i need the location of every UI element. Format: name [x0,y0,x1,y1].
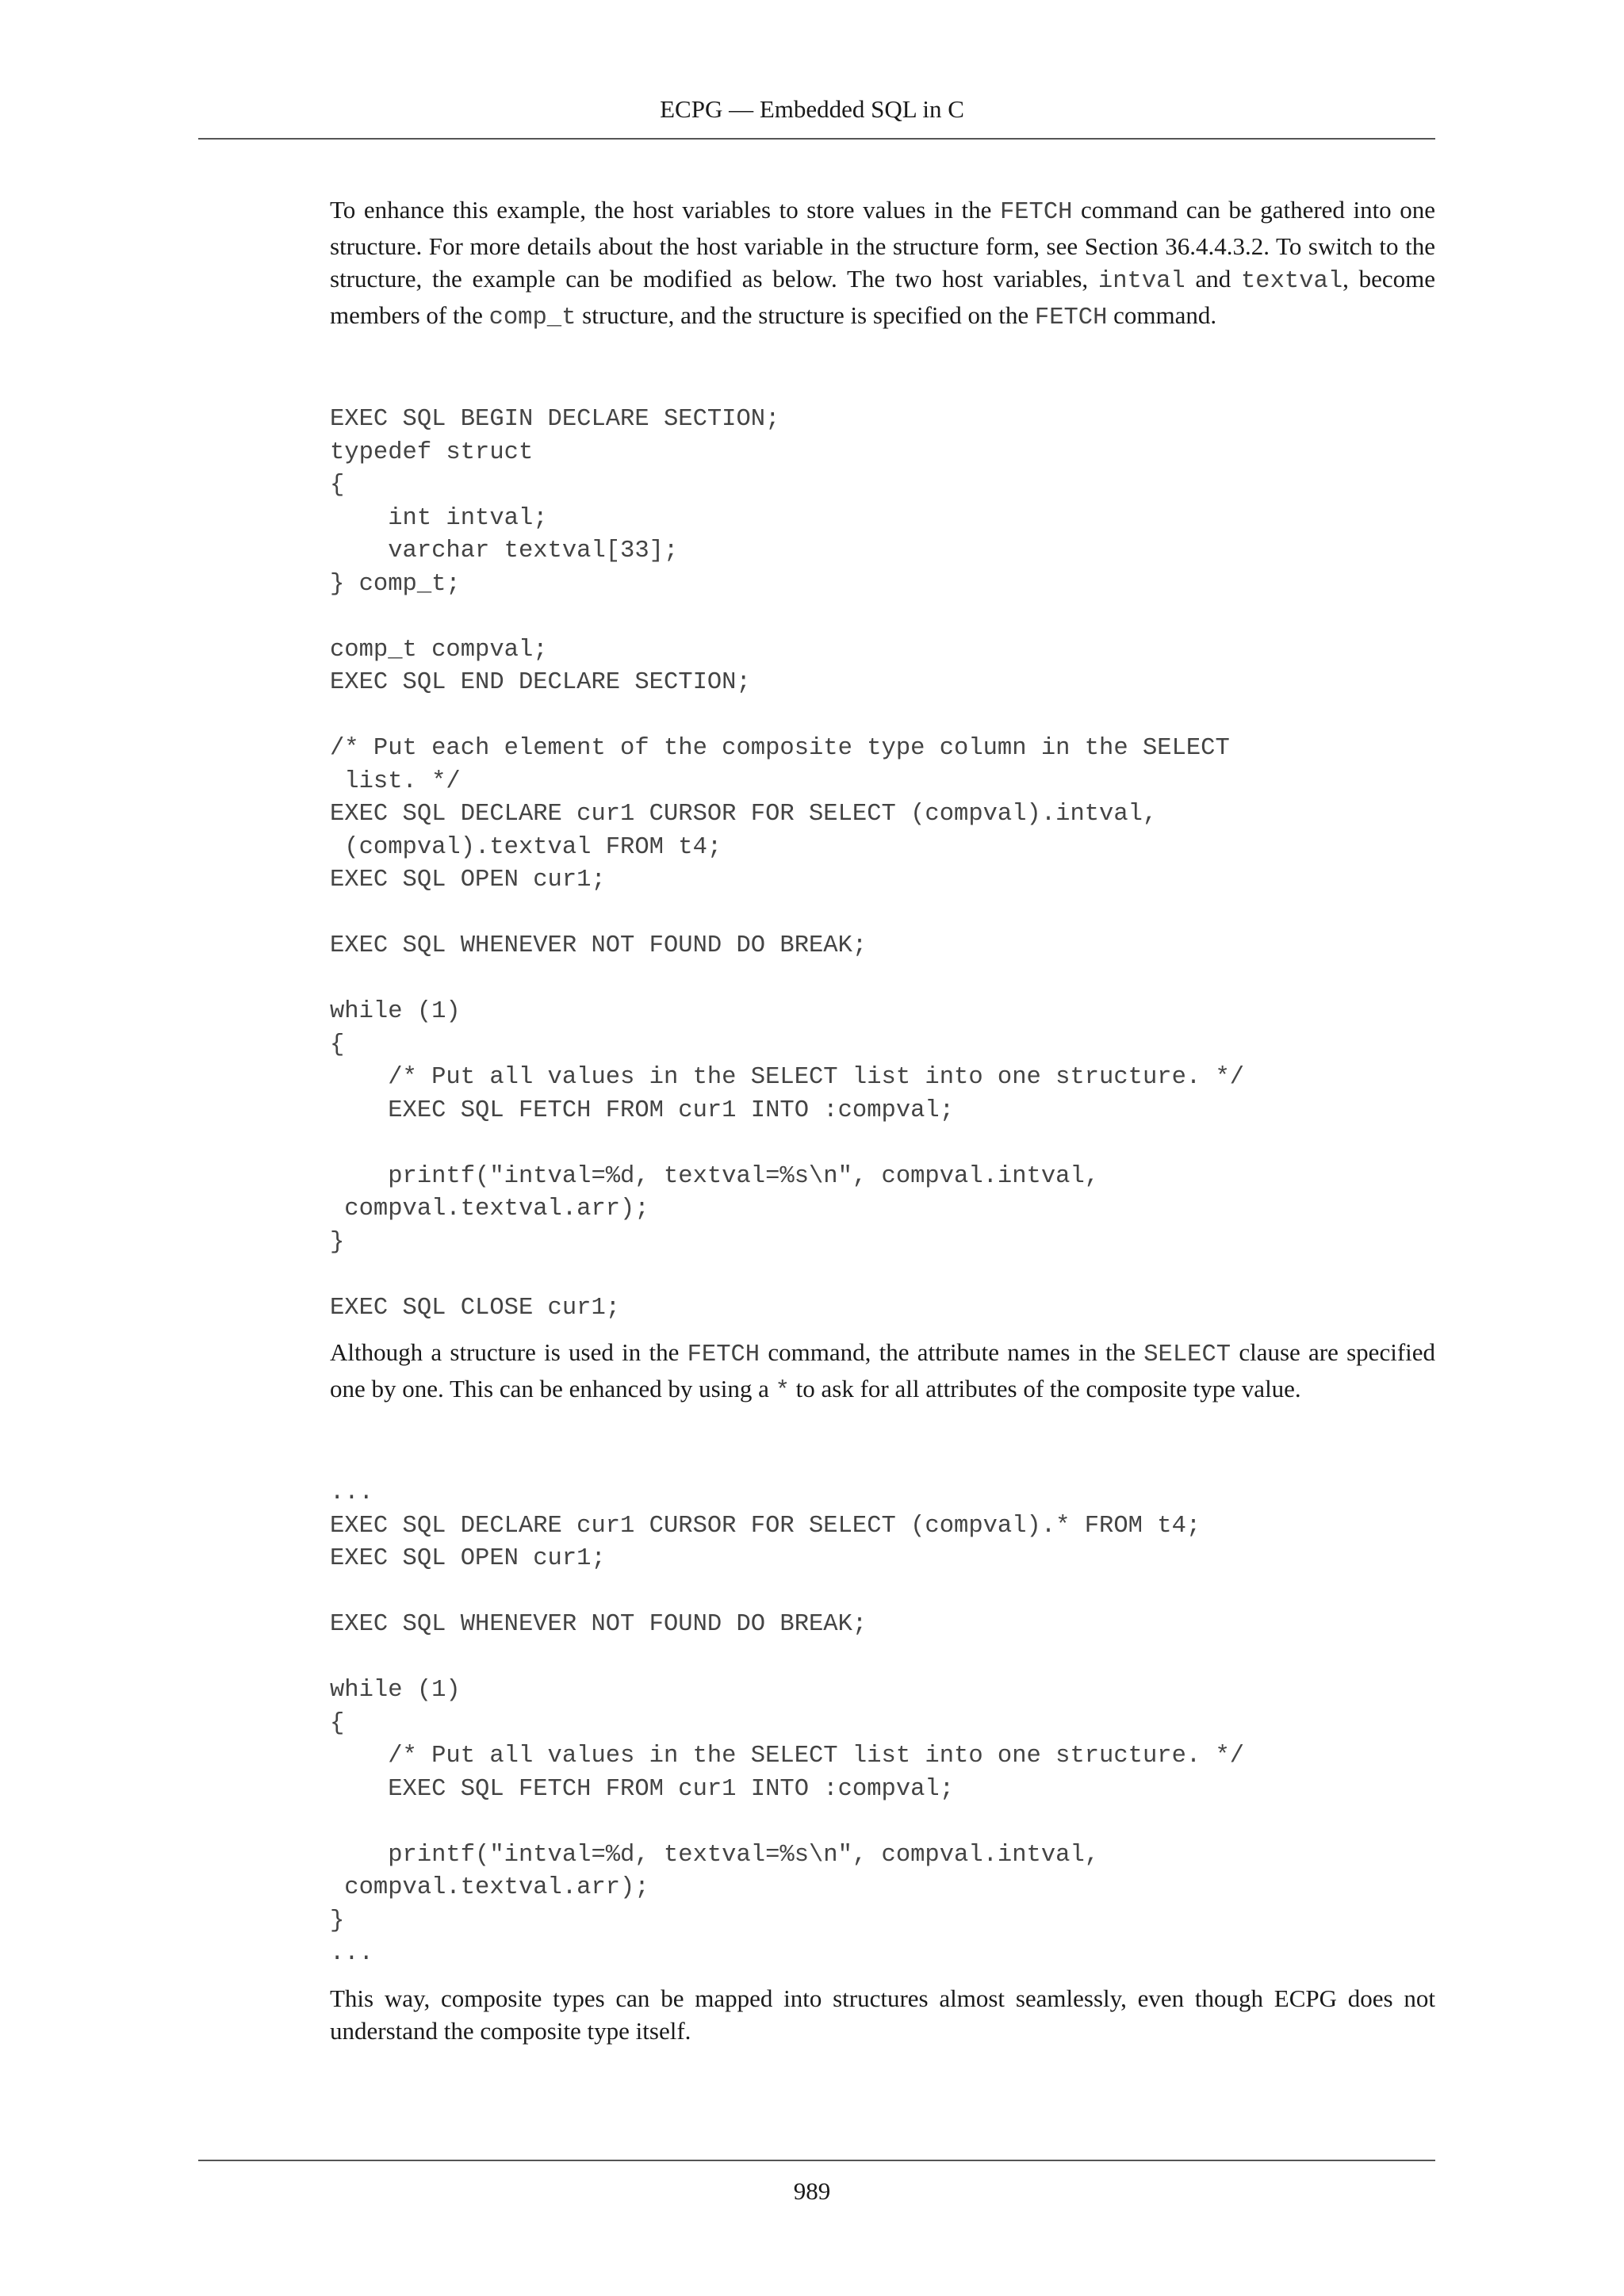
text-run: and [1185,265,1241,293]
inline-code-asterisk: * [775,1377,790,1405]
inline-code-comp-t: comp_t [488,304,576,331]
text-run: command, the attribute names in the [760,1338,1144,1366]
text-run: Although a structure is used in the [330,1338,688,1366]
inline-code-fetch: FETCH [687,1341,760,1368]
inline-code-textval: textval [1241,268,1343,295]
code-block-star-example: ... EXEC SQL DECLARE cur1 CURSOR FOR SELECT (compval).* FROM t4; EXEC SQL OPEN cur1; EXEC SQL WHENEVER NOT FOUND DO BREAK; while (1) { /* Put all values in the SELECT list into one structure. */ EXEC SQL FETCH FROM cur1 INTO :compval; printf("intval=%d, textval=%s\n", compval.intval, compval.textval.arr); } ... [330,1479,1245,1967]
text-run: to ask for all attributes of the composite type value. [789,1374,1301,1402]
inline-code-fetch: FETCH [999,199,1073,226]
text-run: command can be gathered into one structure. For more details about the host variable in the structure form, see Section 36.4.4.3.2. To switch to the structure, the example can be modified as below. The two host variables, [330,196,1435,293]
text-run: To enhance this example, the host variables to store values in the [330,196,1000,224]
page-number: 989 [793,2177,831,2205]
text-run: structure, and the structure is specified on the [576,300,1035,329]
text-run: command. [1107,300,1217,329]
intro-paragraph [330,193,1435,335]
text-run: clause are specified one by one. This can be enhanced by using a [330,1338,1436,1402]
explanation-paragraph [330,1336,1435,1408]
page-content [330,193,1435,2048]
text-run: , become members of the [330,265,1436,329]
header-rule [198,138,1435,140]
inline-code-intval: intval [1097,268,1185,295]
inline-code-fetch: FETCH [1034,304,1108,331]
page-header-title: ECPG — Embedded SQL in C [660,95,964,123]
footer-rule [198,2160,1435,2161]
code-block-struct-example: EXEC SQL BEGIN DECLARE SECTION; typedef struct { int intval; varchar textval[33]; } comp_t; comp_t compval; EXEC SQL END DECLARE SECTION; /* Put each element of the composite type column in the SELECT list. */ EXEC SQL DECLARE cur1 CURSOR FOR SELECT (compval).intval, (compval).textval FROM t4; EXEC SQL OPEN cur1; EXEC SQL WHENEVER NOT FOUND DO BREAK; while (1) { /* Put all values in the SELECT list into one structure. */ EXEC SQL FETCH FROM cur1 INTO :compval; printf("intval=%d, textval=%s\n", compval.intval, compval.textval.arr); } EXEC SQL CLOSE cur1; [330,406,1245,1322]
inline-code-select: SELECT [1143,1341,1231,1368]
conclusion-paragraph: This way, composite types can be mapped into structures almost seamlessly, even though ECPG does not understand the composite type itself. [330,1984,1435,2045]
